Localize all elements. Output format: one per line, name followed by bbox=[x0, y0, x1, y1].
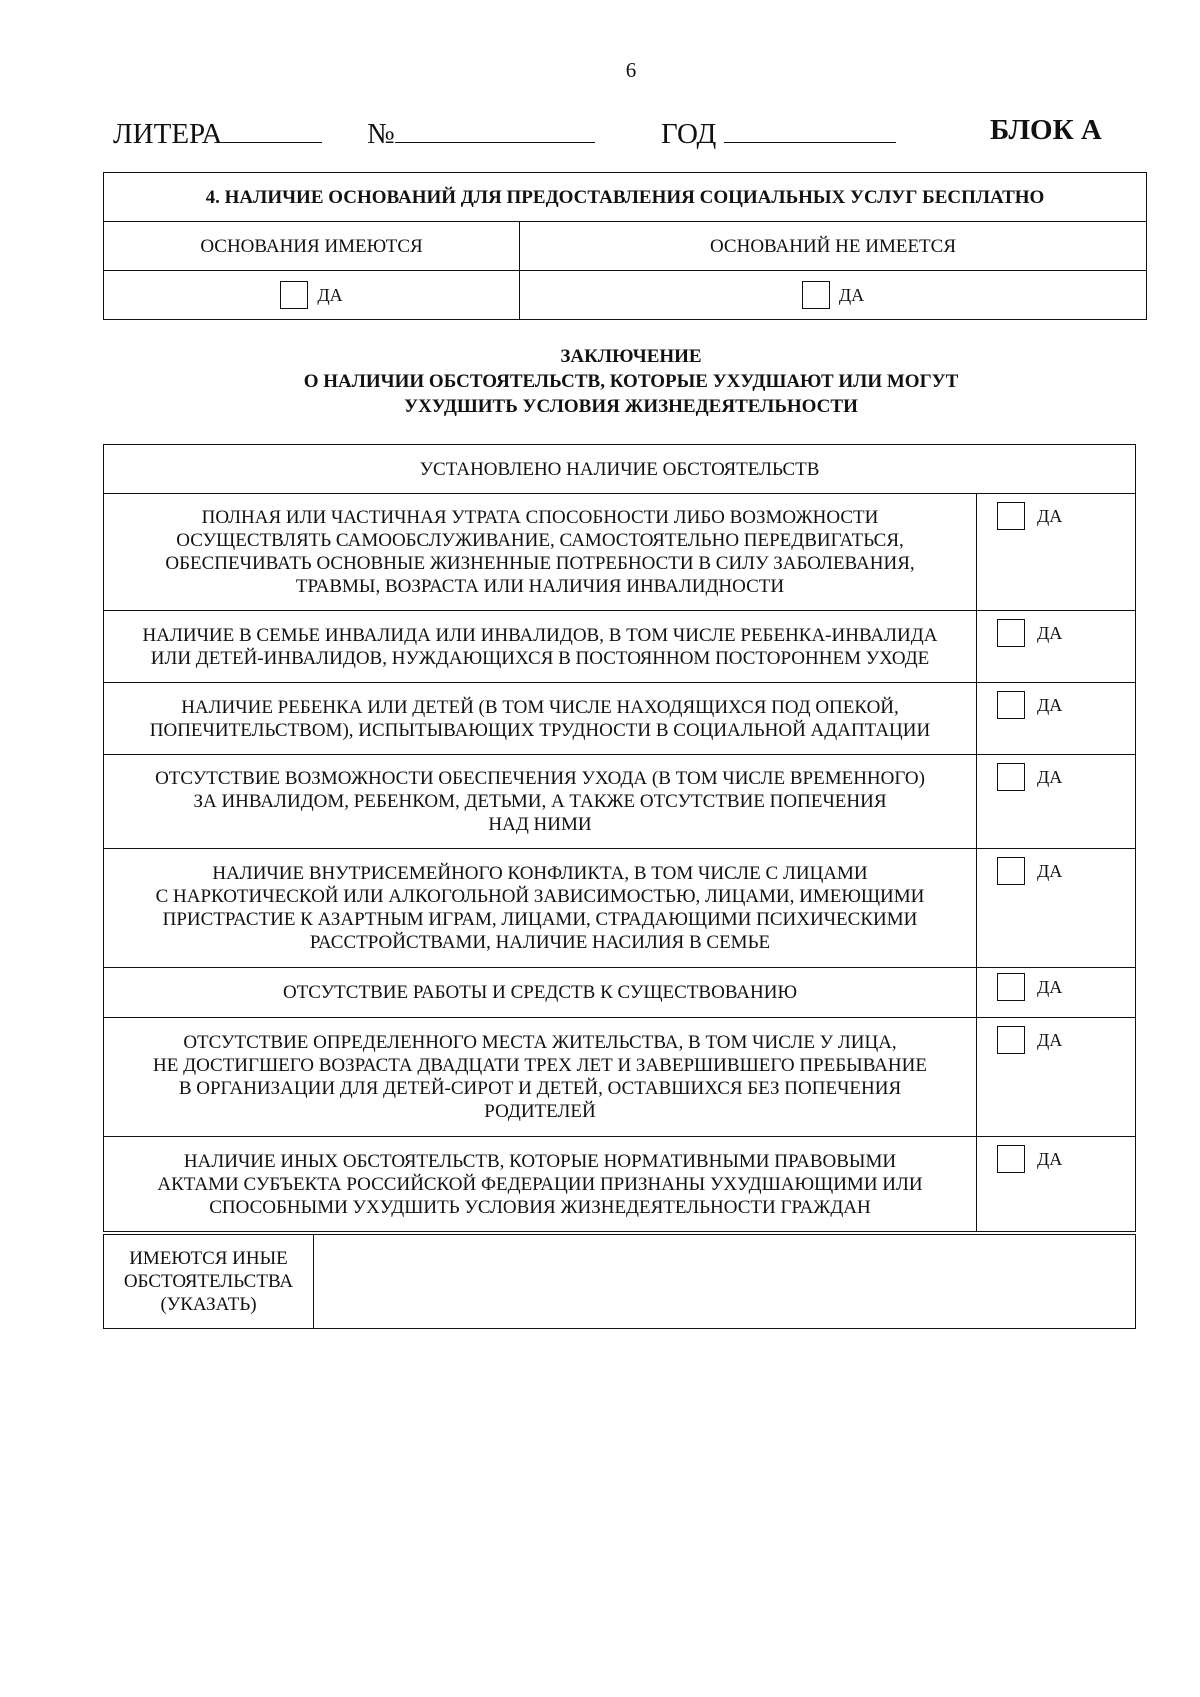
circumstance-checkbox[interactable] bbox=[997, 502, 1025, 530]
table-row bbox=[104, 849, 1136, 968]
answer-cell bbox=[977, 755, 1136, 849]
circumstance-text: ОТСУТСТВИЕ ОПРЕДЕЛЕННОГО МЕСТА ЖИТЕЛЬСТВА, В ТОМ ЧИСЛЕ У ЛИЦА, НЕ ДОСТИГШЕГО ВОЗРАСТА ДВАДЦАТИ ТРЕХ ЛЕТ И ЗАВЕРШИВШЕГО ПРЕБЫВАНИЕ В ОРГАНИЗАЦИИ ДЛЯ ДЕТЕЙ-СИРОТ И ДЕТЕЙ, ОСТАВШИХСЯ БЕЗ ПОПЕЧЕНИЯ РОДИТЕЛЕЙ bbox=[153, 1032, 927, 1122]
yes-label: ДА bbox=[1037, 1029, 1063, 1050]
conclusion-line-1: ЗАКЛЮЧЕНИЕ bbox=[560, 346, 702, 367]
circumstance-item bbox=[104, 494, 977, 611]
circumstance-item bbox=[104, 683, 977, 755]
other-circumstances-label-text: ИМЕЮТСЯ ИНЫЕ ОБСТОЯТЕЛЬСТВА (УКАЗАТЬ) bbox=[123, 1248, 294, 1315]
number-input[interactable] bbox=[395, 114, 595, 143]
answer-cell bbox=[977, 1137, 1136, 1232]
circumstance-item bbox=[104, 849, 977, 968]
yes-label: ДА bbox=[1037, 622, 1063, 643]
circumstance-checkbox[interactable] bbox=[997, 973, 1025, 1001]
circumstance-item bbox=[104, 755, 977, 849]
table-row bbox=[104, 1137, 1136, 1232]
circumstance-checkbox[interactable] bbox=[997, 763, 1025, 791]
grounds-absent-yes-label: ДА bbox=[838, 284, 865, 305]
yes-label: ДА bbox=[1037, 766, 1063, 787]
circumstance-text: ОТСУТСТВИЕ РАБОТЫ И СРЕДСТВ К СУЩЕСТВОВАНИЮ bbox=[282, 982, 797, 1003]
number-label: № bbox=[367, 118, 395, 150]
circumstance-text: НАЛИЧИЕ В СЕМЬЕ ИНВАЛИДА ИЛИ ИНВАЛИДОВ, В ТОМ ЧИСЛЕ РЕБЕНКА-ИНВАЛИДА ИЛИ ДЕТЕЙ-ИНВАЛИДОВ, НУЖДАЮЩИХСЯ В ПОСТОЯННОМ ПОСТОРОННЕМ УХОДЕ bbox=[142, 624, 938, 669]
grounds-absent-header: ОСНОВАНИЙ НЕ ИМЕЕТСЯ bbox=[520, 222, 1147, 271]
answer-cell bbox=[977, 849, 1136, 968]
yes-label: ДА bbox=[1037, 860, 1063, 881]
circumstance-checkbox[interactable] bbox=[997, 857, 1025, 885]
litera-label: ЛИТЕРА bbox=[113, 118, 223, 150]
conclusion-heading bbox=[0, 344, 1200, 419]
circumstance-text: НАЛИЧИЕ ИНЫХ ОБСТОЯТЕЛЬСТВ, КОТОРЫЕ НОРМАТИВНЫМИ ПРАВОВЫМИ АКТАМИ СУБЪЕКТА РОССИЙСКОЙ ФЕДЕРАЦИИ ПРИЗНАНЫ УХУДШАЮЩИМИ ИЛИ СПОСОБНЫМИ УХУДШИТЬ УСЛОВИЯ ЖИЗНЕДЕЯТЕЛЬНОСТИ ГРАЖДАН bbox=[157, 1150, 923, 1218]
yes-label: ДА bbox=[1037, 694, 1063, 715]
conclusion-line-3: УХУДШИТЬ УСЛОВИЯ ЖИЗНЕДЕЯТЕЛЬНОСТИ bbox=[404, 396, 858, 417]
circumstance-checkbox[interactable] bbox=[997, 619, 1025, 647]
circumstance-checkbox[interactable] bbox=[997, 1026, 1025, 1054]
yes-label: ДА bbox=[1037, 1148, 1063, 1169]
table-row bbox=[104, 611, 1136, 683]
circumstance-item bbox=[104, 1018, 977, 1137]
table-row bbox=[104, 755, 1136, 849]
year-input[interactable] bbox=[724, 114, 896, 143]
table-row bbox=[104, 1018, 1136, 1137]
header-fields bbox=[113, 114, 1103, 150]
litera-field bbox=[113, 114, 322, 151]
answer-cell bbox=[977, 611, 1136, 683]
circumstances-table bbox=[103, 444, 1136, 1232]
circumstance-checkbox[interactable] bbox=[997, 1145, 1025, 1173]
year-field bbox=[661, 114, 896, 151]
section4-title: 4. НАЛИЧИЕ ОСНОВАНИЙ ДЛЯ ПРЕДОСТАВЛЕНИЯ СОЦИАЛЬНЫХ УСЛУГ БЕСПЛАТНО bbox=[104, 173, 1147, 222]
circumstance-item bbox=[104, 611, 977, 683]
answer-cell bbox=[977, 494, 1136, 611]
other-circumstances-table bbox=[103, 1234, 1136, 1329]
grounds-absent-checkbox[interactable] bbox=[802, 281, 830, 309]
grounds-absent-cell bbox=[520, 271, 1147, 320]
number-field bbox=[367, 114, 595, 151]
yes-label: ДА bbox=[1037, 505, 1063, 526]
circumstance-checkbox[interactable] bbox=[997, 691, 1025, 719]
circumstance-item bbox=[104, 1137, 977, 1232]
table-row bbox=[104, 683, 1136, 755]
circumstance-item bbox=[104, 968, 977, 1018]
answer-cell bbox=[977, 683, 1136, 755]
table-row bbox=[104, 494, 1136, 611]
grounds-exist-yes-label: ДА bbox=[317, 284, 343, 305]
other-circumstances-label bbox=[104, 1235, 314, 1329]
answer-cell bbox=[977, 968, 1136, 1018]
block-label: БЛОК А bbox=[990, 114, 1102, 146]
page-number: 6 bbox=[625, 58, 637, 82]
other-circumstances-field[interactable] bbox=[314, 1235, 1136, 1329]
grounds-exist-checkbox[interactable] bbox=[280, 281, 308, 309]
year-label: ГОД bbox=[661, 118, 717, 150]
table-row bbox=[104, 968, 1136, 1018]
circumstance-text: НАЛИЧИЕ ВНУТРИСЕМЕЙНОГО КОНФЛИКТА, В ТОМ ЧИСЛЕ С ЛИЦАМИ С НАРКОТИЧЕСКОЙ ИЛИ АЛКОГОЛЬНОЙ ЗАВИСИМОСТЬЮ, ЛИЦАМИ, ИМЕЮЩИМИ ПРИСТРАСТИЕ К АЗАРТНЫМ ИГРАМ, ЛИЦАМИ, СТРАДАЮЩИМИ ПСИХИЧЕСКИМИ РАССТРОЙСТВАМИ, НАЛИЧИЕ НАСИЛИЯ В СЕМЬЕ bbox=[155, 863, 925, 953]
answer-cell bbox=[977, 1018, 1136, 1137]
circumstance-text: НАЛИЧИЕ РЕБЕНКА ИЛИ ДЕТЕЙ (В ТОМ ЧИСЛЕ НАХОДЯЩИХСЯ ПОД ОПЕКОЙ, ПОПЕЧИТЕЛЬСТВОМ), ИСПЫТЫВАЮЩИХ ТРУДНОСТИ В СОЦИАЛЬНОЙ АДАПТАЦИИ bbox=[149, 696, 931, 741]
circumstance-text: ОТСУТСТВИЕ ВОЗМОЖНОСТИ ОБЕСПЕЧЕНИЯ УХОДА (В ТОМ ЧИСЛЕ ВРЕМЕННОГО) ЗА ИНВАЛИДОМ, РЕБЕНКОМ, ДЕТЬМИ, А ТАКЖЕ ОТСУТСТВИЕ ПОПЕЧЕНИЯ НАД НИМИ bbox=[155, 768, 925, 835]
grounds-exist-cell bbox=[104, 271, 520, 320]
circumstance-text: ПОЛНАЯ ИЛИ ЧАСТИЧНАЯ УТРАТА СПОСОБНОСТИ ЛИБО ВОЗМОЖНОСТИ ОСУЩЕСТВЛЯТЬ САМООБСЛУЖИВАНИЕ, САМОСТОЯТЕЛЬНО ПЕРЕДВИГАТЬСЯ, ОБЕСПЕЧИВАТЬ ОСНОВНЫЕ ЖИЗНЕННЫЕ ПОТРЕБНОСТИ В СИЛУ ЗАБОЛЕВАНИЯ, ТРАВМЫ, ВОЗРАСТА ИЛИ НАЛИЧИЯ ИНВАЛИДНОСТИ bbox=[165, 507, 915, 597]
free-services-table bbox=[103, 172, 1147, 320]
yes-label: ДА bbox=[1037, 976, 1063, 997]
circumstances-header: УСТАНОВЛЕНО НАЛИЧИЕ ОБСТОЯТЕЛЬСТВ bbox=[104, 445, 1136, 494]
conclusion-line-2: О НАЛИЧИИ ОБСТОЯТЕЛЬСТВ, КОТОРЫЕ УХУДШАЮТ ИЛИ МОГУТ bbox=[303, 371, 959, 392]
grounds-exist-header: ОСНОВАНИЯ ИМЕЮТСЯ bbox=[104, 222, 520, 271]
litera-input[interactable] bbox=[222, 114, 322, 143]
